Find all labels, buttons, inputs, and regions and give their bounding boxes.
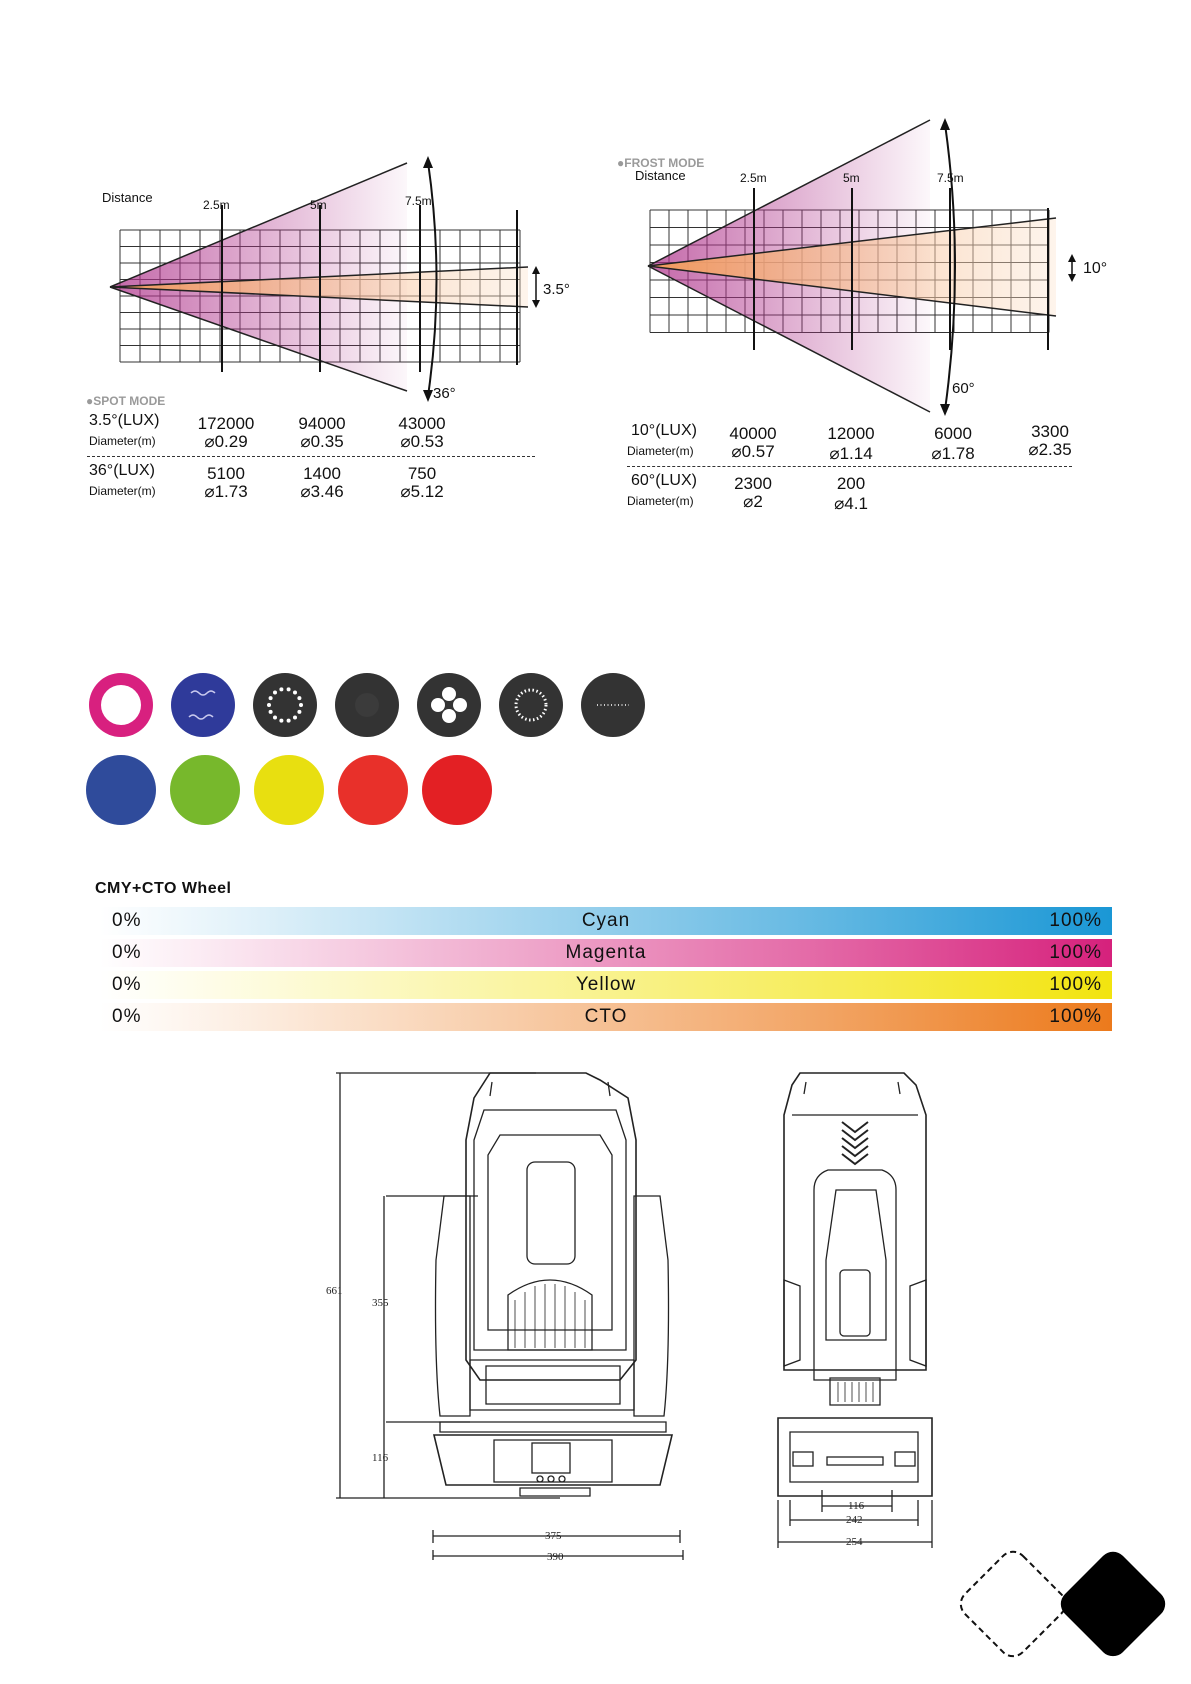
bar-high: 100% <box>1049 1006 1102 1027</box>
cyan-bar <box>100 907 1112 935</box>
lux-value: 6000 <box>934 424 972 443</box>
magenta-bar <box>100 939 1112 967</box>
front-view-drawing <box>336 1073 683 1560</box>
diameter-value: ⌀2 <box>743 492 763 511</box>
bar-low: 0% <box>112 1006 142 1027</box>
bar-high: 100% <box>1049 910 1102 931</box>
bar-name: Magenta <box>565 942 647 963</box>
spot-dist-mark: 7.5m <box>405 194 432 208</box>
frost-distance-label: Distance <box>635 168 686 183</box>
frost-wide-angle: 60° <box>952 380 975 397</box>
row-label: 60°(LUX) <box>631 472 697 489</box>
diameter-value: ⌀4.1 <box>834 494 868 513</box>
lux-value: 750 <box>407 464 437 483</box>
lux-value: 172000 <box>197 414 255 433</box>
dim-height-total: 661 <box>326 1285 343 1297</box>
bar-name: Cyan <box>581 910 631 931</box>
spot-wide-angle: 36° <box>433 385 456 402</box>
frost-dist-mark: 5m <box>843 171 860 185</box>
dim-side-total: 254 <box>846 1536 863 1548</box>
bar-low: 0% <box>112 910 142 931</box>
gobo-wheels <box>0 580 1191 840</box>
dim-width-total: 390 <box>547 1551 564 1560</box>
spot-narrow-angle: 3.5° <box>543 281 570 298</box>
frost-row-1 <box>0 422 1191 462</box>
spot-distance-label: Distance <box>102 190 153 205</box>
frost-divider <box>627 466 1072 467</box>
lux-value: 94000 <box>298 414 346 433</box>
row-label: 10°(LUX) <box>631 422 697 439</box>
row-sub: Diameter(m) <box>89 434 156 448</box>
diameter-value: ⌀3.46 <box>300 482 344 501</box>
dim-side-inner: 116 <box>848 1500 865 1512</box>
yellow-bar <box>100 971 1112 999</box>
diameter-value: ⌀0.57 <box>731 442 775 461</box>
diameter-value: ⌀0.35 <box>300 432 344 451</box>
cmy-title: CMY+CTO Wheel <box>95 880 232 897</box>
lux-value: 3300 <box>1031 422 1069 441</box>
bar-high: 100% <box>1049 942 1102 963</box>
solid-diamond-icon <box>1055 1546 1171 1662</box>
bar-name: CTO <box>584 1006 628 1027</box>
bar-name: Yellow <box>575 974 637 995</box>
row-label: 36°(LUX) <box>89 462 155 479</box>
lux-value: 2300 <box>734 474 772 493</box>
lux-value: 43000 <box>398 414 446 433</box>
bar-high: 100% <box>1049 974 1102 995</box>
lux-value: 200 <box>836 474 866 493</box>
frost-narrow-angle: 10° <box>1083 260 1108 277</box>
spot-dist-mark: 5m <box>310 198 327 212</box>
dim-width-base: 375 <box>545 1530 562 1542</box>
dim-height-base: 116 <box>372 1452 389 1464</box>
diameter-value: ⌀0.53 <box>400 432 444 451</box>
row-label: 3.5°(LUX) <box>89 412 160 429</box>
side-view-drawing <box>778 1073 932 1548</box>
diameter-value: ⌀1.73 <box>204 482 248 501</box>
frost-mode-label: ●FROST MODE <box>617 156 705 170</box>
spot-mode-label: ●SPOT MODE <box>86 394 166 408</box>
frost-dist-mark: 7.5m <box>937 171 964 185</box>
lux-value: 1400 <box>303 464 341 483</box>
diameter-value: ⌀2.35 <box>1028 440 1072 459</box>
bar-low: 0% <box>112 974 142 995</box>
row-sub: Diameter(m) <box>627 494 694 508</box>
dimension-drawings <box>0 1060 1191 1560</box>
dashed-diamond-icon <box>955 1546 1071 1662</box>
diameter-value: ⌀1.14 <box>829 444 873 463</box>
frost-row-2 <box>0 472 1191 512</box>
dim-side-base: 242 <box>846 1514 863 1526</box>
row-sub: Diameter(m) <box>89 484 156 498</box>
corner-diamonds <box>940 1540 1191 1684</box>
frost-dist-mark: 2.5m <box>740 171 767 185</box>
spot-dist-mark: 2.5m <box>203 198 230 212</box>
lux-value: 12000 <box>827 424 875 443</box>
cto-bar <box>100 1003 1112 1031</box>
row-sub: Diameter(m) <box>627 444 694 458</box>
diameter-value: ⌀1.78 <box>931 444 975 463</box>
diameter-value: ⌀0.29 <box>204 432 248 451</box>
lux-value: 40000 <box>729 424 777 443</box>
diameter-value: ⌀5.12 <box>400 482 444 501</box>
bar-low: 0% <box>112 942 142 963</box>
dim-height-head: 355 <box>372 1297 389 1309</box>
lux-value: 5100 <box>207 464 245 483</box>
